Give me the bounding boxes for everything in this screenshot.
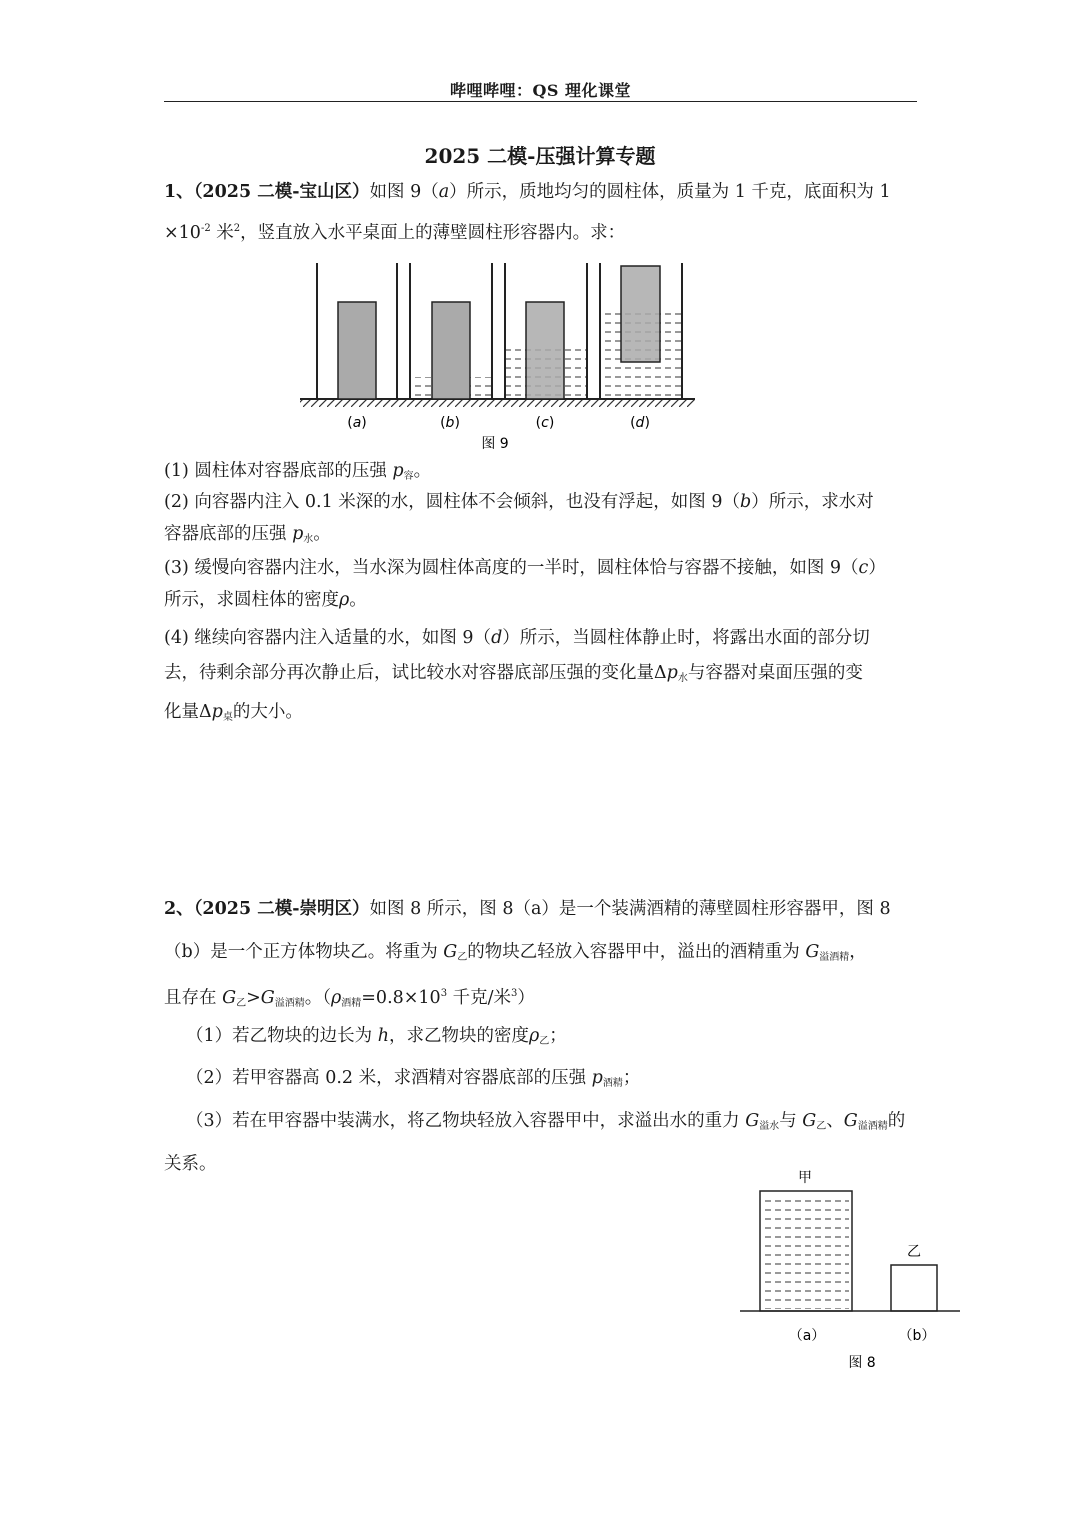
figure-8 — [735, 1160, 965, 1375]
fig9-caption: 图 9 — [481, 436, 509, 452]
table-hatching — [300, 400, 695, 407]
alcohol-liquid — [763, 1194, 849, 1309]
fig9-label-d: (d) — [630, 415, 650, 431]
fig8-caption: 图 8 — [848, 1355, 876, 1371]
q1-line-1: 1、（2025 二模-宝山区）如图 9（a）所示，质地均匀的圆柱体，质量为 1 千克，底面积为 1 — [164, 182, 891, 202]
q2-part-3-line-2: 关系。 — [164, 1154, 217, 1174]
q2-part-2: （2）若甲容器高 0.2 米，求酒精对容器底部的压强 $p_{酒精}$； — [186, 1068, 641, 1089]
q2-line-2: （b）是一个正方体物块乙。将重为 $G_乙$的物块乙轻放入容器甲中，溢出的酒精重为 $G_{溢酒精}$， — [164, 942, 867, 963]
cylinder-a — [338, 302, 376, 399]
container-c — [505, 263, 587, 399]
q1-part-4-line-3: 化量$\Delta p_桌$的大小。 — [164, 702, 303, 723]
q1-part-3-line-1: (3) 缓慢向容器内注水，当水深为圆柱体高度的一半时，圆柱体恰与容器不接触，如图 9（c） — [164, 558, 886, 578]
q2-line-3: 且存在 $G_乙>G_{溢酒精}$。（$\rho_{酒精}=0.8\times 10^3$ 千克/米$^3$） — [164, 988, 535, 1009]
container-b — [410, 263, 492, 399]
label-jia: 甲 — [798, 1170, 812, 1186]
q2-part-3-line-1: （3）若在甲容器中装满水，将乙物块轻放入容器甲中，求溢出水的重力 $G_{溢水}$与 $G_乙$、$G_{溢酒精}$的 — [186, 1111, 906, 1132]
container-d — [600, 263, 682, 399]
q1-part-3-line-2: 所示，求圆柱体的密度ρ。 — [164, 590, 367, 610]
fig8-label-a: （a） — [788, 1328, 826, 1344]
q1-line-2: $\times 10^{-2}$ 米$^2$，竖直放入水平桌面上的薄壁圆柱形容器内。求： — [164, 223, 626, 243]
fig8-label-b: （b） — [898, 1328, 936, 1344]
q2-source-tag: （2025 二模-崇明区） — [193, 899, 370, 919]
q1-number: 1、 — [164, 182, 194, 202]
q2-number: 2、 — [164, 899, 194, 919]
page-header: 哔哩哔哩：QS 理化课堂 — [449, 81, 632, 100]
cylinder-d — [621, 266, 660, 362]
q1-source-tag: （2025 二模-宝山区） — [193, 182, 370, 202]
q1-part-2-line-1: (2) 向容器内注入 0.1 米深的水，圆柱体不会倾斜，也没有浮起，如图 9（b）所示，求水对 — [164, 492, 874, 512]
q1-part-1: (1) 圆柱体对容器底部的压强 $p_容$。 — [164, 461, 432, 482]
figure-9 — [295, 255, 705, 455]
header-divider — [164, 101, 917, 102]
q1-part-4-line-1: (4) 继续向容器内注入适量的水，如图 9（d）所示，当圆柱体静止时，将露出水面的部分切 — [164, 628, 870, 648]
cube-yi — [891, 1265, 937, 1311]
fig9-label-b: (b) — [440, 415, 460, 431]
q1-part-4-line-2: 去，待剩余部分再次静止后，试比较水对容器底部压强的变化量$\Delta p_水$与容器对桌面压强的变 — [164, 663, 863, 684]
q2-line-1: 2、（2025 二模-崇明区）如图 8 所示，图 8（a）是一个装满酒精的薄壁圆柱形容器甲，图 8 — [164, 899, 891, 919]
q1-part-2-line-2: 容器底部的压强 $p_水$。 — [164, 524, 331, 545]
fig9-label-c: (c) — [535, 415, 555, 431]
cylinder-c — [526, 302, 564, 399]
fig9-label-a: (a) — [347, 415, 367, 431]
page-title: 2025 二模-压强计算专题 — [424, 144, 656, 168]
cylinder-b — [432, 302, 470, 399]
container-a — [317, 263, 397, 399]
q2-part-1: （1）若乙物块的边长为 h，求乙物块的密度$\rho_乙$； — [186, 1026, 567, 1047]
label-yi: 乙 — [907, 1244, 921, 1260]
container-jia — [760, 1191, 852, 1311]
